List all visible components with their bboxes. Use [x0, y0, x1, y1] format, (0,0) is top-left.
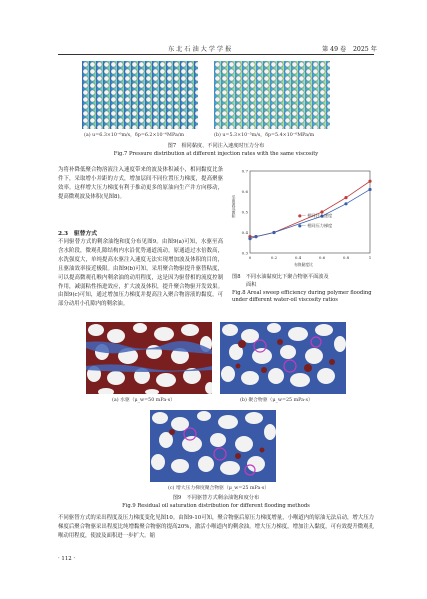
fig8-data-point — [368, 188, 371, 191]
fig8-plot-frame — [250, 171, 370, 253]
fig8-ylabel: 平面波及面积 — [232, 195, 237, 218]
legend-series-1 — [298, 213, 332, 219]
fig9a-label: (a) 水驱（μ_w=50 mPa·s） — [112, 398, 175, 403]
fig8-xtick-label: 0.6 — [318, 255, 326, 260]
fig7b-pressure-panel — [214, 61, 330, 129]
fig8-data-point — [368, 180, 371, 183]
fig9-caption-cn: 图9 不同驱替方式剩余油饱和度分布 — [172, 495, 260, 501]
journal-title: 东 北 石 油 大 学 学 报 — [168, 46, 232, 53]
fig8-xtick-label: 0.2 — [270, 255, 278, 260]
fig8-ytick-label: 0.7 — [241, 168, 248, 174]
fig8-xtick-label: 1 — [368, 255, 372, 260]
fig7b-label: (b) u=5.3×10⁻⁵m/s，δp=5.4×10⁻⁶MPa/m — [214, 133, 315, 138]
fig8-ytick-label: 0.6 — [241, 188, 248, 194]
volume-label: 第 49 卷 — [322, 46, 347, 53]
fig8-data-point — [272, 231, 275, 234]
fig8-data-point — [344, 202, 347, 205]
fig7a-label: (a) u=6.3×10⁻⁶m/s，δp=6.2×10⁻⁶MPa/m — [84, 133, 184, 138]
legend-series-2 — [298, 223, 332, 229]
legend-marker-2: ●— — [298, 223, 306, 228]
paragraph-1: 为将补降低聚合物溶液注入速度带来的波及体积减小，相同黏度比条件下，采取增小并距的方式，增加层间不同位置压力梯度，提高聚驱效率。这样增大压力梯度有利于推动更多的原油向生产井方向移动，提高微观波及体积(见图8)。 — [58, 167, 223, 200]
fig8-chart — [232, 165, 374, 270]
legend-marker-1: ●— — [298, 213, 306, 218]
fig8-data-point — [248, 237, 251, 240]
legend-series-1-label: 相同注入速度 — [307, 213, 333, 218]
fig8-ytick-label: 0.3 — [241, 250, 248, 256]
fig9c-label: (c) 增大压力梯度聚合物驱（μ_w=25 mPa·s） — [168, 486, 270, 491]
header-rule — [58, 54, 374, 55]
fig8-xtick-label: 0.4 — [294, 255, 302, 260]
fig7-caption-en: Fig.7 Pressure distribution at different injection rates with the same viscosity — [113, 151, 319, 157]
fig8-axes — [250, 171, 370, 253]
fig8-caption-cn-2: 面积 — [246, 282, 257, 288]
fig8-xtick-label: 0 — [248, 255, 252, 260]
fig8-ytick-label: 0.5 — [241, 209, 248, 215]
fig9b-oil-saturation-panel — [220, 322, 346, 394]
paragraph-3: 不同驱替方式的采出程度及压力梯度变化见图10。由图9-10可知，聚合物驱后原压力梯度增量，小喉道内的原油无法启动，增大压力梯度后聚合物驱采出程度比纯增黏聚合物驱的提高20%，激活小喉道内的剩余油。增大压力梯度，增加注入黏度，可有效提升微观孔喉动用程度，使波及面积进一步扩大。缩 — [58, 515, 374, 539]
fig7a-pressure-panel — [82, 61, 198, 129]
fig9-caption-en: Fig.9 Residual oil saturation distribution for different flooding methods — [122, 503, 310, 509]
fig8-xlabel: 布换黏度比 — [294, 262, 313, 267]
fig9b-label: (b) 聚合物驱（μ_w=25 mPa·s） — [240, 398, 313, 403]
fig8-data-point — [344, 196, 347, 199]
fig9c-oil-saturation-panel — [150, 410, 276, 482]
legend-series-2-label: 相同压力梯度 — [307, 223, 333, 228]
fig8-caption-en: Fig.8 Areal sweep efficiency during polymer flooding under different water-oil viscosity ratios — [232, 290, 372, 303]
section-2-3-title: 2.3 驱替方式 — [58, 231, 98, 237]
fig9a-oil-saturation-panel — [86, 322, 212, 394]
year-label: 2025 年 — [353, 46, 377, 53]
fig8-data-point — [254, 235, 257, 238]
page-number: · 112 · — [58, 556, 76, 562]
paragraph-2: 不同驱替方式的剩余油饱和度分布见图9。由图9(a)可知，水驱至高含水阶段，微观孔隙结构内水沿优势通道流动，原通道过水倍数高，水洗强度大，单纯提高水驱注入速度无法实现增加波及体积的目的，且驱油效率接近极限。由图9(b)可知，采用聚合物驱提升驱替粘度，可以提高微观孔喉内剩余油的动用程度，这是因为驱替相的流度控制作用，减弱粘性指进效应，扩大波及体积，提升聚合物驱开发效果。由图9(c)可知，通过增加压力梯度并提高注入聚合物溶液的黏度，可部分动用小孔隙内的剩余油。 — [58, 239, 223, 308]
fig8-ytick-label: 0.4 — [241, 229, 248, 235]
fig8-caption-cn-1: 图8 不同水油黏度比下聚合物驱平面波及 — [232, 274, 329, 280]
fig7-caption-cn: 图7 相同黏度、不同注入速度时压力分布 — [167, 143, 265, 149]
fig8-xtick-label: 0.8 — [342, 255, 350, 260]
fig8-series — [248, 180, 371, 241]
